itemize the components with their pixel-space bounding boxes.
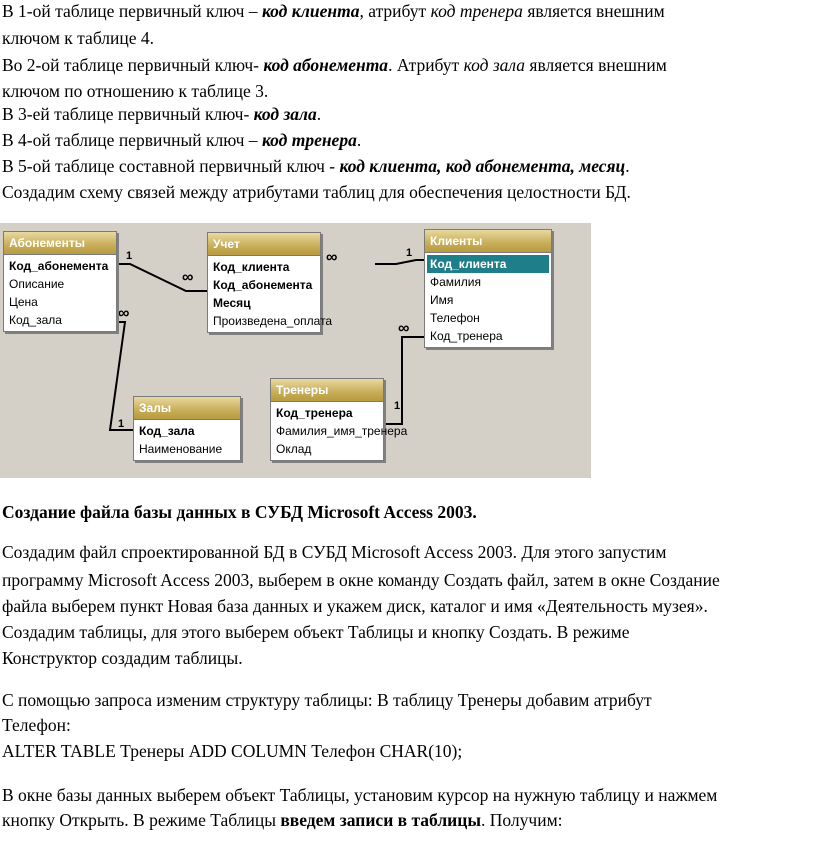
text-run: является внешним <box>522 1 665 21</box>
text-line: Создадим файл спроектированной БД в СУБД Microsoft Access 2003. Для этого запустим <box>2 542 667 562</box>
relation-abonements-uchet <box>118 264 208 291</box>
key-term: код тренера <box>261 130 357 150</box>
text-line <box>2 102 321 126</box>
text-run: кнопку Открыть. В режиме Таблицы <box>2 810 281 830</box>
text-line: файла выберем пункт Новая база данных и укажем диск, каталог и имя «Деятельность музея». <box>2 596 708 616</box>
field-row[interactable]: Цена <box>9 295 38 309</box>
one-label: 1 <box>126 250 133 262</box>
text-run: . <box>625 156 630 176</box>
table-abonements[interactable] <box>3 231 117 332</box>
many-label: ∞ <box>398 320 410 337</box>
text-line <box>2 0 665 23</box>
table-title[interactable]: Учет <box>208 233 320 256</box>
field-row[interactable]: Код_клиента <box>213 260 290 274</box>
text-line: Конструктор создадим таблицы. <box>2 648 243 668</box>
one-label: 1 <box>394 400 401 412</box>
field-row[interactable]: Произведена_оплата <box>213 314 333 328</box>
text-run: В 1-ой таблице первичный ключ – <box>2 1 262 21</box>
one-label: 1 <box>406 247 413 259</box>
key-term: код абонемента <box>263 55 389 75</box>
table-title[interactable]: Залы <box>134 397 240 420</box>
many-label: ∞ <box>118 305 130 322</box>
text-line: ключом по отношению к таблице 3. <box>2 81 269 101</box>
text-line: Телефон: <box>2 715 71 735</box>
attribute-term: код зала <box>463 55 526 75</box>
text-line: программу Microsoft Access 2003, выберем в окне команду Создать файл, затем в окне Создание <box>2 570 720 590</box>
text-line <box>2 154 630 178</box>
many-label: ∞ <box>182 269 194 286</box>
field-row[interactable]: Имя <box>430 293 454 307</box>
text-run: . Атрибут <box>388 55 464 75</box>
field-row[interactable]: Месяц <box>213 296 251 310</box>
text-run: В 5-ой таблице составной первичный ключ - <box>2 156 340 176</box>
text-line <box>2 808 563 832</box>
text-line <box>2 53 667 77</box>
text-run: . Получим: <box>481 810 563 830</box>
many-label: ∞ <box>326 249 338 266</box>
section-heading: Создание файла базы данных в СУБД Microsoft Access 2003. <box>2 502 477 522</box>
field-row[interactable]: Фамилия_имя_тренера <box>276 424 408 438</box>
text-line: Создадим таблицы, для этого выберем объект Таблицы и кнопку Создать. В режиме <box>2 622 630 642</box>
one-label: 1 <box>118 418 125 430</box>
sql-statement: ALTER TABLE Тренеры ADD COLUMN Телефон CHAR(10); <box>2 741 463 761</box>
text-run: В 4-ой таблице первичный ключ – <box>2 130 262 150</box>
text-line <box>2 128 361 152</box>
relation-uchet-clients <box>375 260 424 264</box>
table-title[interactable]: Тренеры <box>271 379 383 402</box>
field-row[interactable]: Телефон <box>430 311 480 325</box>
text-run: . <box>356 130 362 150</box>
attribute-term: код тренера <box>430 1 523 21</box>
table-title[interactable]: Клиенты <box>425 230 551 253</box>
field-row[interactable]: Код_зала <box>9 313 62 327</box>
field-row[interactable]: Код_зала <box>139 424 195 438</box>
text-line: ключом к таблице 4. <box>2 28 155 48</box>
text-line: В окне базы данных выберем объект Таблицы, установим курсор на нужную таблицу и нажмем <box>2 785 718 805</box>
field-row[interactable]: Код_абонемента <box>9 259 109 273</box>
table-uchet[interactable] <box>207 232 333 333</box>
key-term: код клиента, код абонемента, месяц <box>339 156 626 176</box>
text-run: является внешним <box>525 55 667 75</box>
table-trainers[interactable] <box>270 378 408 461</box>
field-row[interactable]: Оклад <box>276 442 312 456</box>
table-zaly[interactable] <box>133 396 241 461</box>
table-title[interactable]: Абонементы <box>4 232 116 255</box>
field-row[interactable]: Код_тренера <box>276 406 353 420</box>
text-run: , атрибут <box>359 1 431 21</box>
emphasis-term: введем записи в таблицы <box>280 810 482 830</box>
field-row[interactable]: Код_абонемента <box>213 278 313 292</box>
text-run: . <box>316 104 322 124</box>
field-row[interactable]: Фамилия <box>430 275 481 289</box>
field-row-selected[interactable]: Код_клиента <box>427 255 549 273</box>
text-run: В 3-ей таблице первичный ключ- <box>2 104 254 124</box>
field-row[interactable]: Наименование <box>139 442 223 456</box>
text-run: Во 2-ой таблице первичный ключ- <box>2 55 264 75</box>
table-clients[interactable] <box>424 229 552 348</box>
text-line: С помощью запроса изменим структуру таблицы: В таблицу Тренеры добавим атрибут <box>2 690 652 710</box>
key-term: код клиента <box>261 1 360 21</box>
relation-trainers-clients <box>384 337 424 424</box>
key-term: код зала <box>253 104 317 124</box>
field-row[interactable]: Описание <box>9 277 65 291</box>
text-line: Создадим схему связей между атрибутами таблиц для обеспечения целостности БД. <box>2 182 631 202</box>
field-row[interactable]: Код_тренера <box>430 329 503 343</box>
relationship-diagram <box>0 223 591 478</box>
